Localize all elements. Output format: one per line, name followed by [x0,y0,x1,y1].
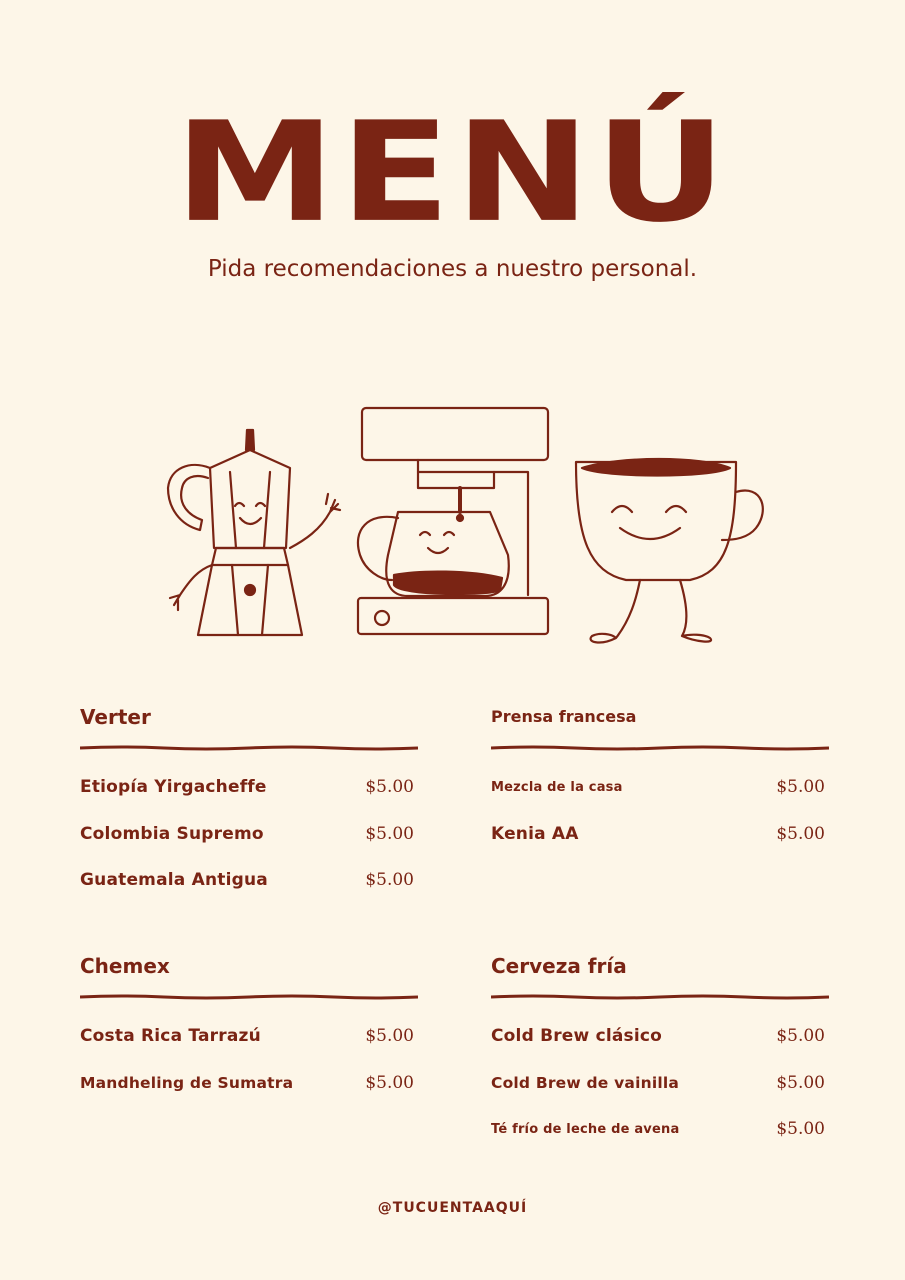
item-price: $5.00 [365,1072,414,1093]
menu-item [80,857,418,904]
coffee-cup-icon [576,459,763,642]
section-divider [80,993,418,1001]
item-price: $5.00 [776,777,825,798]
item-price: $5.00 [776,1072,825,1093]
item-name: Colombia Supremo [80,823,264,844]
menu-item [80,811,418,858]
menu-item [80,1013,418,1060]
coffee-maker-icon [358,408,548,634]
item-name: Guatemala Antigua [80,870,268,891]
item-name: Etiopía Yirgacheffe [80,777,267,798]
item-price: $5.00 [776,1026,825,1047]
section-chemex [80,951,418,1106]
item-name: Té frío de leche de avena [491,1121,680,1137]
section-title: Prensa francesa [491,707,637,726]
section-divider [80,744,418,752]
item-name: Mandheling de Sumatra [80,1073,294,1092]
item-price: $5.00 [365,777,414,798]
menu-item [80,1060,418,1107]
item-name: Costa Rica Tarrazú [80,1026,261,1047]
item-price: $5.00 [365,1026,414,1047]
item-price: $5.00 [365,870,414,891]
item-price: $5.00 [776,1119,825,1140]
item-name: Kenia AA [491,823,579,844]
menu-title: MENÚ [174,92,731,254]
section-verter [80,702,418,904]
item-name: Cold Brew clásico [491,1026,663,1047]
section-title: Chemex [80,954,170,978]
menu-item [491,1013,829,1060]
menu-item [80,764,418,811]
section-title: Verter [80,705,151,729]
section-divider [491,993,829,1001]
section-divider [491,744,829,752]
item-price: $5.00 [776,823,825,844]
coffee-illustration [150,400,770,660]
menu-item [491,811,829,858]
section-prensa-francesa [491,702,829,857]
menu-item [491,764,829,811]
item-name: Mezcla de la casa [491,779,623,795]
item-name: Cold Brew de vainilla [491,1073,680,1092]
section-title: Cerveza fría [491,954,627,978]
menu-item [491,1106,829,1153]
social-handle: @TUCUENTAAQUÍ [377,1200,528,1216]
menu-subtitle: Pida recomendaciones a nuestro personal. [207,256,698,282]
moka-pot-icon [168,430,340,635]
item-price: $5.00 [365,823,414,844]
section-cerveza-fria [491,951,829,1153]
menu-item [491,1060,829,1107]
